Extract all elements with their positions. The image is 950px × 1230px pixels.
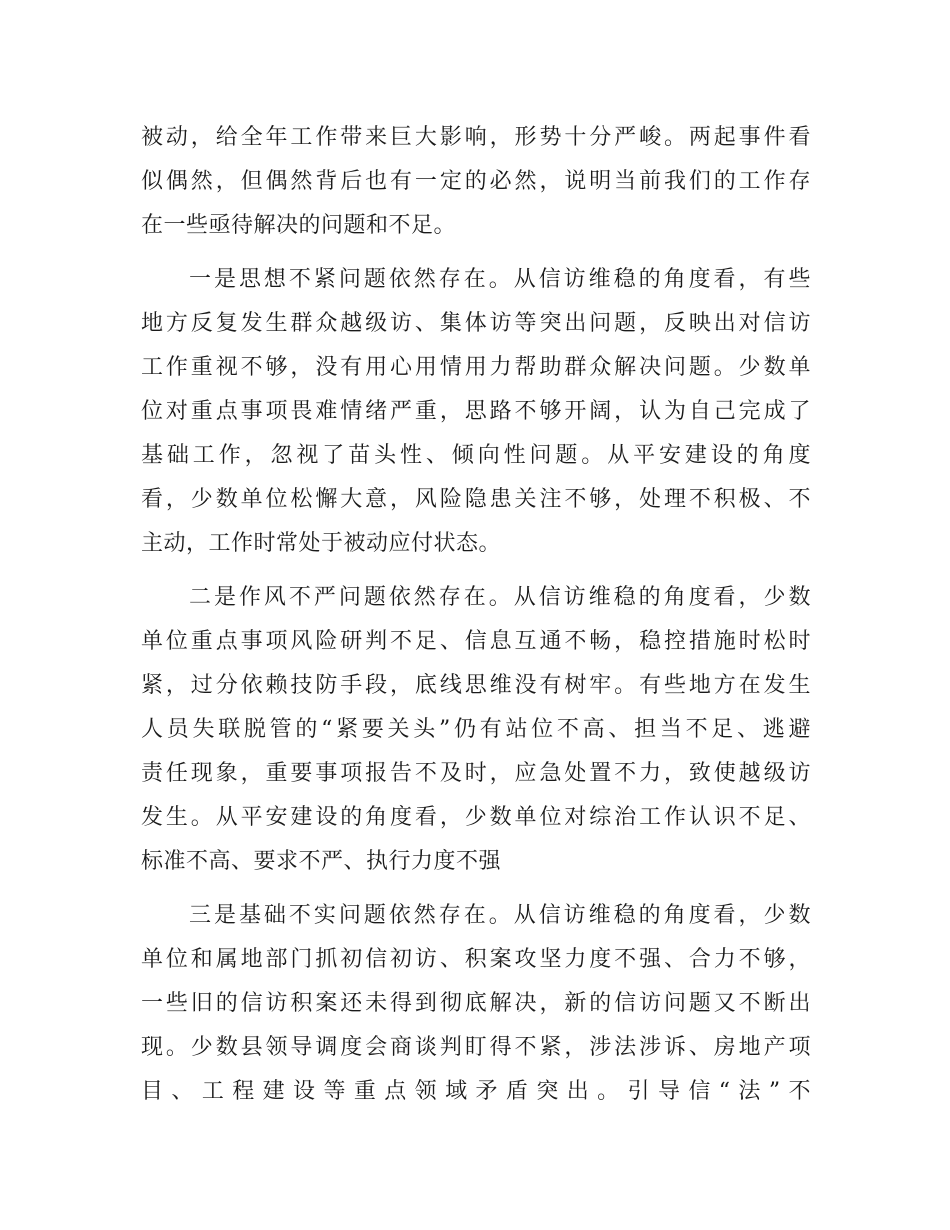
text-line: 人员失联脱管的“紧要关头”仍有站位不高、担当不足、逃避 [141,717,811,742]
text-line: 责任现象，重要事项报告不及时，应急处置不力，致使越级访 [141,761,811,786]
text-line: 地方反复发生群众越级访、集体访等突出问题，反映出对信访 [141,311,811,336]
text-line: 二是作风不严问题依然存在。从信访维稳的角度看，少数 [189,585,811,610]
text-line: 单位重点事项风险研判不足、信息互通不畅，稳控措施时松时 [141,629,811,654]
text-line: 似偶然，但偶然背后也有一定的必然，说明当前我们的工作存 [141,169,811,194]
text-line: 主动，工作时常处于被动应付状态。 [141,531,502,556]
text-line: 现。少数县领导调度会商谈判盯得不紧，涉法涉诉、房地产项 [141,1035,811,1060]
text-line: 位对重点事项畏难情绪严重，思路不够开阔，认为自己完成了 [141,399,811,424]
text-line: 一些旧的信访积案还未得到彻底解决，新的信访问题又不断出 [141,991,811,1016]
document-body [141,116,811,1114]
text-line: 目、工程建设等重点领域矛盾突出。引导信“法”不 [141,1079,811,1104]
text-line: 三是基础不实问题依然存在。从信访维稳的角度看，少数 [189,903,811,928]
text-line: 工作重视不够，没有用心用情用力帮助群众解决问题。少数单 [141,355,811,380]
text-line: 标准不高、要求不严、执行力度不强 [141,849,502,874]
text-line: 看，少数单位松懈大意，风险隐患关注不够，处理不积极、不 [141,487,811,512]
text-line: 被动，给全年工作带来巨大影响，形势十分严峻。两起事件看 [141,125,811,150]
text-line: 一是思想不紧问题依然存在。从信访维稳的角度看，有些 [189,267,811,292]
text-line: 基础工作，忽视了苗头性、倾向性问题。从平安建设的角度 [141,443,811,468]
text-line: 单位和属地部门抓初信初访、积案攻坚力度不强、合力不够， [141,947,811,972]
text-line: 紧，过分依赖技防手段，底线思维没有树牢。有些地方在发生 [141,673,811,698]
text-line: 在一些亟待解决的问题和不足。 [141,213,457,238]
text-line: 发生。从平安建设的角度看，少数单位对综治工作认识不足、 [141,805,811,830]
